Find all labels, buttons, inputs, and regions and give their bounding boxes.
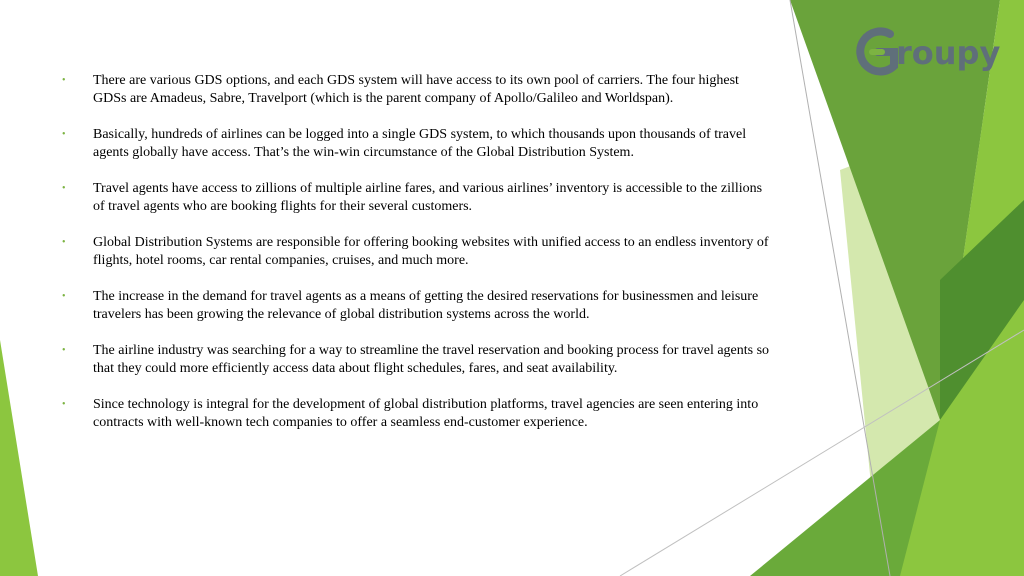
bullet-marker: • bbox=[62, 75, 66, 86]
logo-wordmark: roupy bbox=[896, 34, 1000, 72]
bullet-marker: • bbox=[62, 237, 66, 248]
groupy-logo bbox=[850, 22, 1000, 82]
list-item bbox=[62, 180, 774, 216]
bullet-text: The airline industry was searching for a way to streamline the travel reservation and booking process for travel agents so that they could more efficiently access data about flight schedules, fares, and seat availability. bbox=[93, 343, 770, 376]
list-item bbox=[62, 288, 774, 324]
list-item bbox=[62, 396, 774, 432]
bullet-text: The increase in the demand for travel agents as a means of getting the desired reservations for businessmen and leisure travelers has been growing the relevance of global distribution systems across the world. bbox=[93, 289, 759, 322]
bullet-marker: • bbox=[62, 399, 66, 410]
list-item bbox=[62, 342, 774, 378]
slide-content bbox=[62, 72, 774, 450]
list-item bbox=[62, 72, 774, 108]
left-green-sliver bbox=[0, 340, 38, 576]
bullet-text: Since technology is integral for the development of global distribution platforms, travel agencies are seen entering into contracts with well-known tech companies to offer a seamless end-customer experience. bbox=[93, 397, 759, 430]
bullet-list bbox=[62, 72, 774, 432]
bullet-text: There are various GDS options, and each GDS system will have access to its own pool of carriers. The four highest GDSs are Amadeus, Sabre, Travelport (which is the parent company of Apollo/Galileo and Worldspan). bbox=[93, 73, 739, 106]
bullet-marker: • bbox=[62, 183, 66, 194]
bullet-text: Basically, hundreds of airlines can be logged into a single GDS system, to which thousands upon thousands of travel agents globally have access. That’s the win-win circumstance of the Global Distribution System. bbox=[93, 127, 747, 160]
bullet-marker: • bbox=[62, 345, 66, 356]
bullet-marker: • bbox=[62, 129, 66, 140]
list-item bbox=[62, 126, 774, 162]
bullet-marker: • bbox=[62, 291, 66, 302]
logo-g-mark bbox=[860, 31, 894, 71]
bullet-text: Travel agents have access to zillions of multiple airline fares, and various airlines’ inventory is accessible to the zillions of travel agents who are booking flights for their several customers. bbox=[93, 181, 763, 214]
bullet-text: Global Distribution Systems are responsible for offering booking websites with unified access to an endless inventory of flights, hotel rooms, car rental companies, cruises, and much more. bbox=[93, 235, 769, 268]
list-item bbox=[62, 234, 774, 270]
